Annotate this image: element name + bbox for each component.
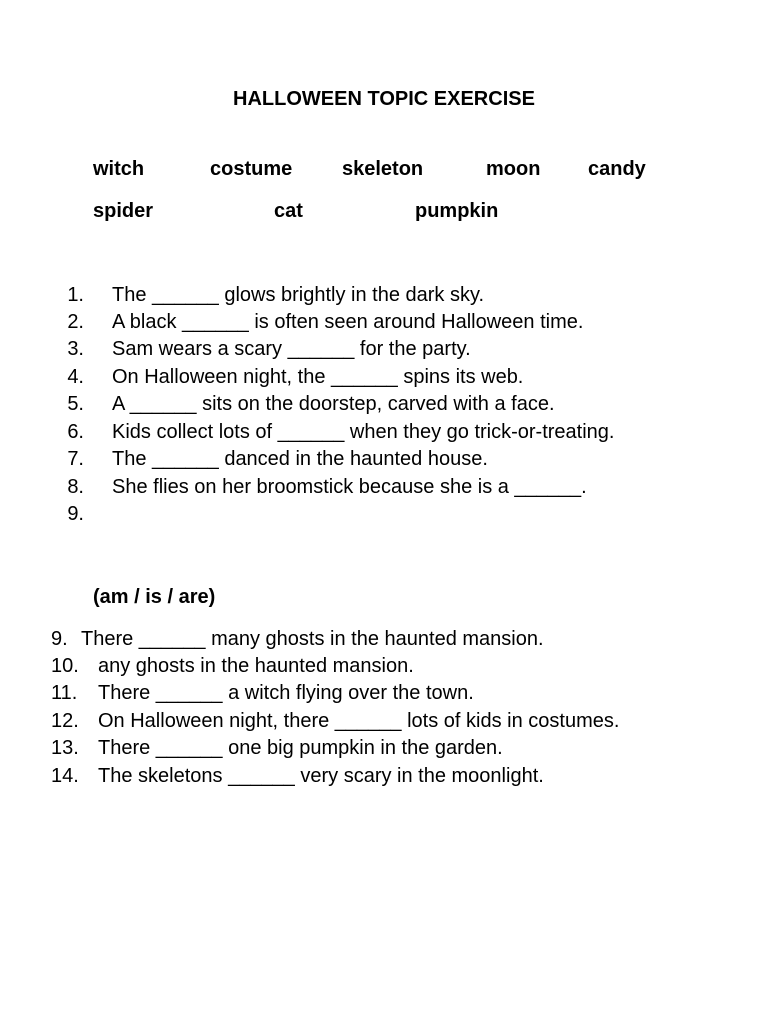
item-text: A ______ sits on the doorstep, carved with a face. — [112, 393, 555, 415]
item-number: 8. — [67, 476, 84, 498]
word-bank-item: cat — [274, 200, 303, 222]
word-bank-item: candy — [588, 158, 646, 180]
item-number: 12. — [51, 710, 79, 732]
item-text: There ______ many ghosts in the haunted mansion. — [81, 628, 544, 650]
item-text: The ______ danced in the haunted house. — [112, 448, 488, 470]
word-bank-item: spider — [93, 200, 154, 222]
item-number: 2. — [67, 311, 84, 333]
item-number: 4. — [67, 366, 84, 388]
item-text: any ghosts in the haunted mansion. — [98, 655, 414, 677]
page-title: HALLOWEEN TOPIC EXERCISE — [233, 88, 535, 110]
item-text: There ______ a witch flying over the town. — [98, 682, 474, 704]
word-bank-item: moon — [486, 158, 541, 180]
item-number: 1. — [67, 284, 84, 306]
section-heading: (am / is / are) — [93, 586, 216, 608]
item-text: The ______ glows brightly in the dark sky. — [112, 284, 485, 306]
word-bank-item: skeleton — [342, 158, 424, 180]
item-number: 7. — [67, 448, 84, 470]
word-bank-item: pumpkin — [415, 200, 499, 222]
item-text: A black ______ is often seen around Halloween time. — [112, 311, 584, 333]
item-text: On Halloween night, there ______ lots of kids in costumes. — [98, 710, 620, 732]
item-number: 9. — [51, 628, 68, 650]
item-number: 14. — [51, 765, 79, 787]
item-number: 13. — [51, 737, 79, 759]
item-text: Sam wears a scary ______ for the party. — [112, 338, 471, 360]
word-bank-item: witch — [93, 158, 145, 180]
item-text: She flies on her broomstick because she is a ______. — [112, 476, 587, 498]
item-number: 5. — [67, 393, 84, 415]
item-text: On Halloween night, the ______ spins its web. — [112, 366, 524, 388]
item-number: 9. — [67, 503, 84, 525]
item-text: Kids collect lots of ______ when they go trick-or-treating. — [112, 421, 615, 443]
item-text: There ______ one big pumpkin in the garden. — [98, 737, 503, 759]
item-number: 6. — [67, 421, 84, 443]
word-bank-item: costume — [210, 158, 293, 180]
item-number: 11. — [51, 682, 78, 704]
item-text: The skeletons ______ very scary in the moonlight. — [98, 765, 544, 787]
item-number: 3. — [67, 338, 84, 360]
item-number: 10. — [51, 655, 79, 677]
